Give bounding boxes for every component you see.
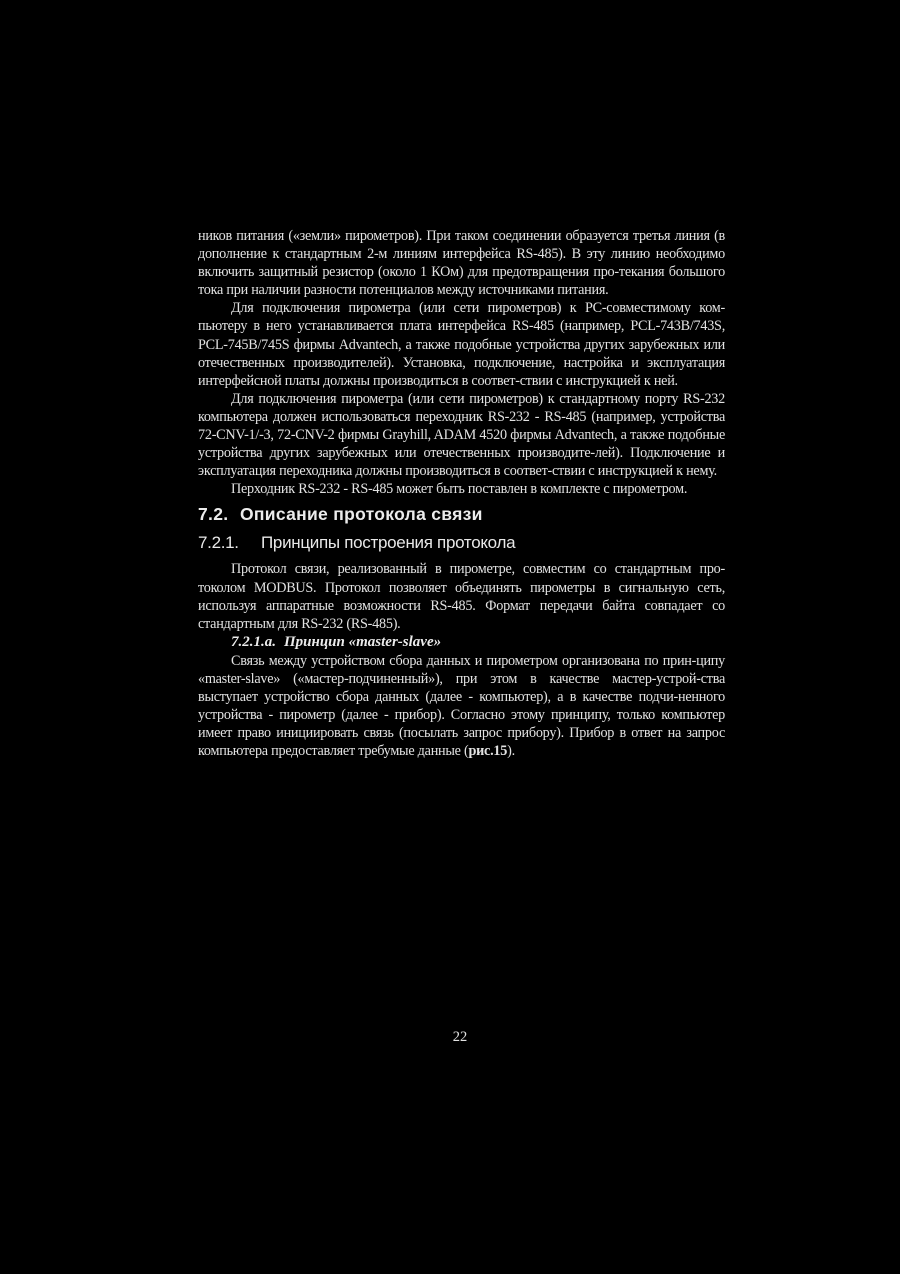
paragraph-pc-connection: Для подключения пирометра (или сети пирометров) к PC-совместимому ком-пьютеру в него устанавливается плата интерфейса RS-485 (например, PCL-743B/743S, PCL-745B/745S фирмы Advantech, а также подобные устройства других зарубежных или отечественных производителей). Установка, подключение, настройка и эксплуатация интерфейсной платы должны производиться в соответ-ствии с инструкцией к ней. xyxy=(198,300,725,389)
paragraph-protocol-intro: Протокол связи, реализованный в пирометре, совместим со стандартным про-токолом MODBUS. Протокол позволяет объединять пирометры в сигнальную сеть, используя аппаратные возможности RS-485. Формат передачи байта совпадает со стандартным для RS-232 (RS-485). xyxy=(198,561,725,632)
paragraph-rs232-connection: Для подключения пирометра (или сети пирометров) к стандартному порту RS-232 компьютера должен использоваться переходник RS-232 - RS-485 (например, устройства 72-CNV-1/-3, 72-CNV-2 фирмы Grayhill, ADAM 4520 фирмы Advantech, а также подобные устройства других зарубежных или отечественных производите-лей). Подключение и эксплуатация переходника должны производиться в соответ-ствии с инструкцией к нему. xyxy=(198,390,725,480)
paragraph-adapter-note: Перходник RS-232 - RS-485 может быть поставлен в комплекте с пирометром. xyxy=(231,481,688,498)
figure-reference-link: рис.15 xyxy=(468,743,508,760)
subsubsection-number: 7.2.1.а. xyxy=(231,633,276,650)
subsubsection-title: Принцип «master-slave» xyxy=(284,633,442,650)
paragraph-master-slave xyxy=(198,652,725,761)
paragraph-continuation: ников питания («земли» пирометров). При таком соединении образуется третья линия (в дополнение к стандартным 2-м линиям интерфейса RS-485). В эту линию необходимо включить защитный резистор (около 1 КОм) для предотвращения про-текания большого тока при наличии разности потенциалов между источниками питания. xyxy=(198,228,725,299)
paragraph-master-slave-end: ). xyxy=(507,743,515,760)
subsubsection-heading xyxy=(198,633,725,652)
section-title: Описание протокола связи xyxy=(240,504,483,525)
paragraph-master-slave-text: Связь между устройством сбора данных и пирометром организована по прин-ципу «master-slave» («мастер-подчиненный»), при этом в качестве мастер-устрой-ства выступает устройство сбора данных (далее - компьютер), а в качестве подчи-ненного устройства - пирометр (далее - прибор). Согласно этому принципу, только компьютер имеет право инициировать связь (посылать запрос прибору). Прибор в ответ на запрос компьютера предоставляет требумые данные ( xyxy=(198,652,725,760)
section-number: 7.2. xyxy=(198,504,229,525)
section-heading xyxy=(198,502,725,526)
subsection-title: Принципы построения протокола xyxy=(261,533,516,553)
page-content xyxy=(198,227,725,760)
subsection-number: 7.2.1. xyxy=(198,533,239,553)
subsection-heading xyxy=(198,532,725,554)
page-number: 22 xyxy=(452,1029,468,1045)
